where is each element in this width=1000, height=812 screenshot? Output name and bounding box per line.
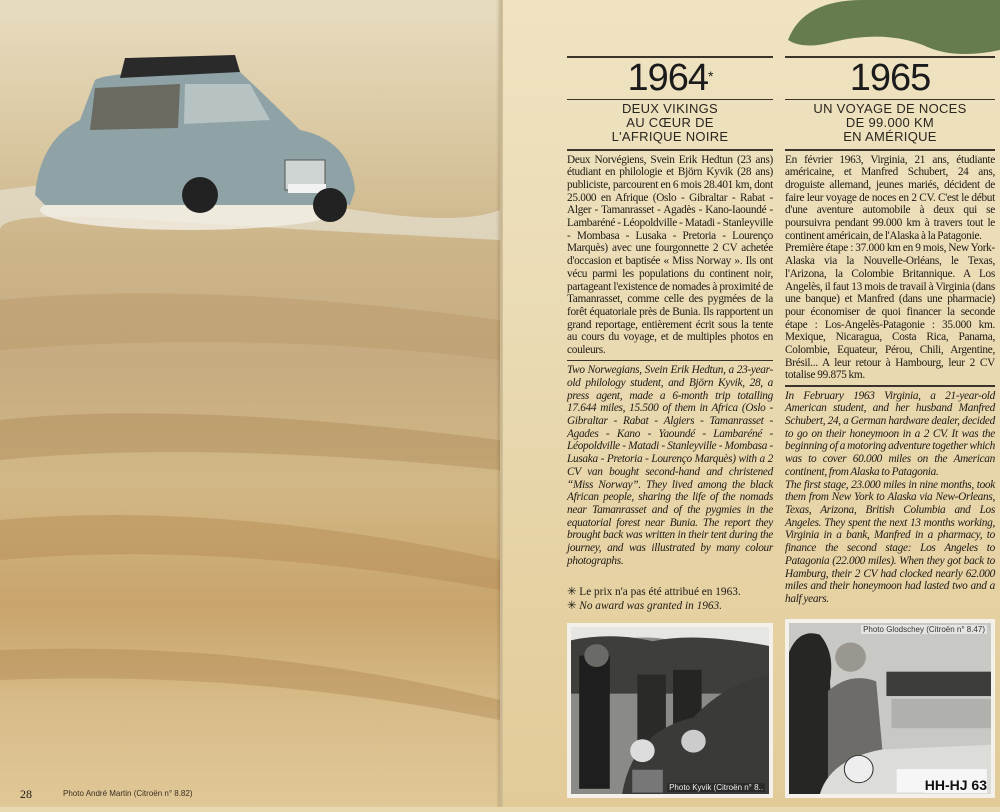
asterisk-icon: ✳ [567,599,577,612]
paragraph: In February 1963 Virginia, a 21-year-old American student, and her husband Manfred Schubert, 24, a German hardware dealer, decided to go on their honeymoon in a 2 CV. It was the beginning of a motoring adventure together which was to cover 60.000 miles on the American continent, from Alaska to Patagonia. [785,389,995,478]
footnote [567,571,773,613]
photo-credit: Photo Kyvik (Citroën n° 8.. [669,783,763,792]
page-number: 28 [20,787,32,801]
asterisk-icon: ✳ [567,585,577,598]
license-plate: HH-HJ 63 [924,777,987,793]
text-1964-fr: Deux Norvégiens, Svein Erik Hedtun (23 ans) étudiant en philologie et Björn Kyvik (28 ans) publiciste, parcourent en 6 mois 28.401 km, dont 25.000 en Afrique (Oslo - Gibraltar - Rabat - Alger - Tamanrasset - Agadès - Kano-Iaoundé - Lambaréné - Léopoldville - Matadi - Stanleyville - Mombasa - Lusaka - Pretoria - Lourenço Marquès) avec une fourgonnette 2 CV achetée d'occasion et baptisée « Miss Norway ». Ils ont vécu parmi les populations du continent noir, partageant l'existence de nomades à proximité de Tamanrasset, comme celle des pygmées de la forêt équatoriale près de Bunia. Ils rapportent un grand reportage, entièrement écrit sous la tente au cours du voyage, et de multiples photos en couleurs. [567,153,773,357]
subtitle-line: DE 99.000 KM [845,115,935,130]
text-1964-en: Two Norwegians, Svein Erik Hedtun, a 23-year-old philology student, and Björn Kyvik, 28, a press agent, made a 6-month trip totalling 17.644 miles, 15.500 of them in Africa (Oslo - Gibraltar - Rabat - Algiers - Tamanrasset - Agades - Kano - Yaoundé - Lambaréné - Léopoldville - Matadi - Stanleyville - Mombasa - Lusaka - Pretoria - Lourenço Marquès) with a 2 CV van bought second-hand and christened “Miss Norway”. They lived among the black African people, sharing the life of the nomads near Tamanrasset and of the pygmies in the equatorial forest near Bunia. The report they brought back was written in their tent during the journey, and was illustrated by many colour photographs. [567,364,773,567]
asterisk: * [708,67,713,84]
column-1965 [785,56,995,798]
year-1964-heading [567,58,773,99]
subtitle-1964 [567,100,773,149]
paragraph: Première étape : 37.000 km en 9 mois, New York-Alaska via la Nouvelle-Orléans, le Texas, l'Arizona, la Colombie Britannique. A Los Angelès, il faut 13 mois de travail à Virginia (dans une banque) et Manfred (dans une pharmacie) pour économiser de quoi financer la seconde étape : Los-Angelès-Patagonie : 35.000 km. Mexique, Nicaragua, Costa Rica, Panama, Colombie, Equateur, Pérou, Chili, Argentine, Brésil... A leur retour à Hambourg, leur 2 CV totalise 99.875 km. [785,242,995,382]
photo-credit: Photo André Martin (Citroën n° 8.82) [63,789,193,798]
subtitle-line: UN VOYAGE DE NOCES [813,101,967,116]
photo-credit: Photo Glodschey (Citroën n° 8.47) [863,624,985,634]
text-1965-en [785,387,995,609]
subtitle-line: L'AFRIQUE NOIRE [611,129,729,144]
desert-car-photo [0,0,500,807]
photo-honeymoon [785,619,995,798]
subtitle-1965 [785,100,995,149]
subtitle-line: AU CŒUR DE [626,115,714,130]
subtitle-line: EN AMÉRIQUE [843,129,937,144]
paragraph: En février 1963, Virginia, 21 ans, étudiante américaine, et Manfred Schubert, 24 ans, droguiste allemand, jeunes mariés, décident de faire leur voyage de noces en 2 CV. C'est le début d'une aventure automobile à deux qui se poursuivra pendant 99.000 km à travers tout le continent américain, de l'Alaska à la Patagonie. [785,153,995,242]
subtitle-line: DEUX VIKINGS [621,101,719,116]
text-1965-fr [785,151,995,386]
year-1965-heading: 1965 [849,56,931,99]
photo-vikings-image [571,627,769,795]
photo-vikings [567,623,773,799]
paragraph: The first stage, 23.000 miles in nine months, took them from New York to Alaska via New-Orleans, Texas, Arizona, British Columbia and Los Angeles. They spent the next 13 months working, Virginia in a bank, Manfred in a pharmacy, to finance the second stage: Los Angeles to Patagonia (22.000 miles). When they got back to Hamburg, their 2 CV had clocked nearly 62.000 miles and their honeymoon had lasted two and a half years. [785,478,995,605]
column-1964 [567,56,773,798]
footnote-fr: Le prix n'a pas été attribué en 1963. [579,585,741,598]
photo-scene [0,0,500,807]
citroen-2cv-car [35,55,355,230]
footnote-en: No award was granted in 1963. [579,599,722,612]
photo-honeymoon-image [789,623,991,794]
year-text: 1964 [627,56,709,99]
